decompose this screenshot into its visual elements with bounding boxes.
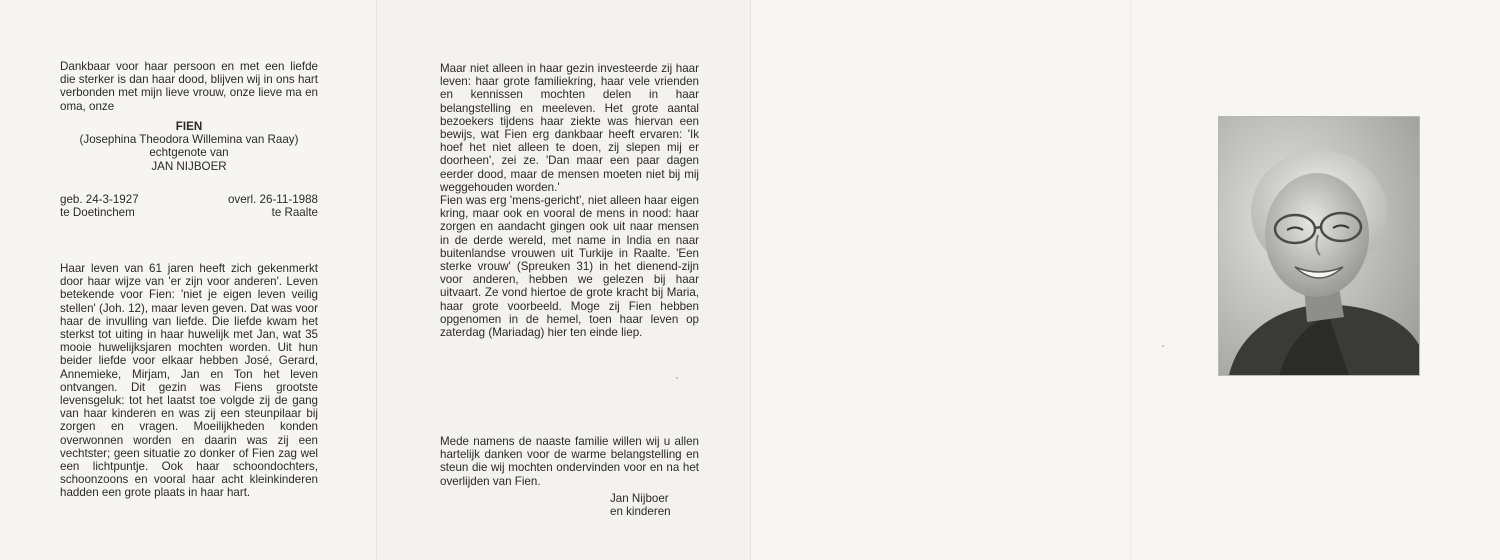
- family-paragraph: Maar niet alleen in haar gezin investeerde zij haar leven: haar grote familiekring, haar vele vrienden en kennissen mochten delen in haar belangstelling en meeleven. Het grote aantal bezoekers tijdens haar ziekte was hiervan een bewijs, wat Fien erg dankbaar heeft ervaren: 'Ik hoef het niet alleen te doen, zij slepen mij er doorheen', zei ze. 'Dan maar een paar dagen eerder dood, maar de mensen moeten niet bij mij weggehouden worden.': [440, 62, 699, 194]
- intro-text: [60, 60, 318, 113]
- deceased-block: [60, 120, 318, 173]
- fold-line: [1130, 0, 1131, 560]
- signature-family: en kinderen: [610, 505, 671, 519]
- life-paragraph: Haar leven van 61 jaren heeft zich gekenmerkt door haar wijze van 'er zijn voor anderen'. Leven betekende voor Fien: 'niet je eigen leven veilig stellen' (Joh. 12), maar leven geven. Dat was voor haar de invulling van liefde. Die liefde kwam het sterkst tot uiting in haar huwelijk met Jan, wat 35 mooie huwelijksjaren mochten worden. Uit hun beider liefde voor elkaar hebben José, Gerard, Annemieke, Mirjam, Jan en Ton het leven ontvangen. Dit gezin was Fiens grootste levensgeluk: tot het laatst toe volgde zij de gang van haar kinderen en was zij een steunpilaar bij zorgen en vragen. Moeilijkheden konden overwonnen worden en daarin was zij een vechtster; geen situatie zo donker of Fien zag wel een lichtpuntje. Ook haar schoondochters, schoonzoons en vooral haar acht kleinkinderen hadden een grote plaats in haar hart.: [60, 262, 318, 500]
- fold-line: [750, 0, 751, 560]
- deceased-full-name: (Josephina Theodora Willemina van Raay): [79, 133, 299, 147]
- signature: [610, 492, 671, 518]
- signature-name: Jan Nijboer: [610, 492, 669, 505]
- fold-line: [376, 0, 377, 560]
- paper-speck: [676, 377, 678, 379]
- spouse-name: JAN NIJBOER: [151, 159, 227, 173]
- deceased-name: FIEN: [175, 120, 203, 133]
- thanks-text: [440, 435, 699, 488]
- birth-date: geb. 24-3-1927: [60, 193, 139, 206]
- portrait-photo-icon: [1218, 116, 1420, 376]
- thanks-paragraph: Mede namens de naaste familie willen wij u allen hartelijk danken voor de warme belangstelling en steun die wij mochten ondervinden voor en na het overlijden van Fien.: [440, 435, 699, 488]
- intro-paragraph: Dankbaar voor haar persoon en met een liefde die sterker is dan haar dood, blijven wij in ons hart verbonden met mijn lieve vrouw, onze lieve ma en oma, onze: [60, 60, 318, 113]
- paper-speck: [1162, 345, 1164, 347]
- spouse-label: echtgenote van: [149, 146, 229, 160]
- dates-block: [60, 193, 318, 219]
- life-text: [60, 262, 318, 500]
- people-paragraph: Fien was erg 'mens-gericht', niet alleen haar eigen kring, maar ook en vooral de mens in nood: haar zorgen en aandacht gingen ook uit naar mensen in de derde wereld, met name in India en naar buitenlandse vrouwen uit Turkije in Raalte. 'Een sterke vrouw' (Spreuken 31) in het dienend-zijn voor anderen, hebben we gelezen bij haar uitvaart. Ze vond hiertoe de grote kracht bij Maria, haar grote voorbeeld. Moge zij Fien hebben opgenomen in de hemel, toen haar leven op zaterdag (Mariadag) hier ten einde liep.: [440, 194, 699, 340]
- death-date: overl. 26-11-1988: [227, 193, 318, 206]
- death-place: te Raalte: [271, 206, 318, 220]
- middle-text: [440, 62, 699, 339]
- birth-place: te Doetinchem: [60, 206, 135, 220]
